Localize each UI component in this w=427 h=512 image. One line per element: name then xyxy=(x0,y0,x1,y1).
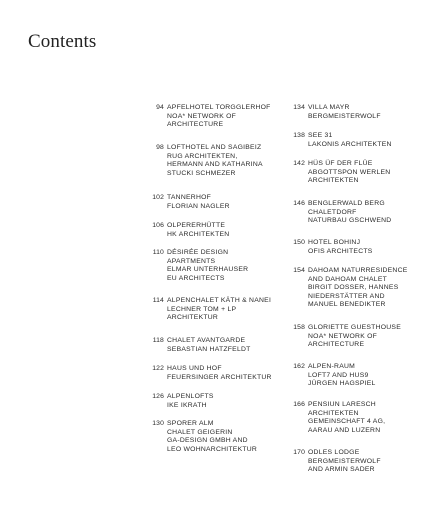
toc-page-number: 154 xyxy=(293,267,305,274)
toc-entry-line: BERGMEISTERWOLF xyxy=(308,112,381,120)
toc-entry xyxy=(142,222,229,239)
toc-entry-line: OFIS ARCHITECTS xyxy=(308,247,373,255)
toc-entry xyxy=(142,144,263,178)
toc-entry-line: HK ARCHITEKTEN xyxy=(167,230,230,238)
toc-entry-text xyxy=(167,365,272,382)
toc-entry-line: LEO WOHNARCHITEKTUR xyxy=(167,445,258,453)
toc-entry-line: ARCHITEKTEN xyxy=(308,409,359,417)
toc-entry-line: ELMAR UNTERHAUSER xyxy=(167,266,249,274)
toc-entry-line: APARTMENTS xyxy=(167,257,216,265)
toc-page-number: 110 xyxy=(152,249,164,256)
toc-entry-line: HÜS ÜF DER FLÜE xyxy=(308,160,373,167)
toc-entry xyxy=(142,393,214,410)
toc-entry-line: GEMEINSCHAFT 4 AG, xyxy=(308,418,386,426)
toc-entry-line: AARAU AND LUZERN xyxy=(308,426,381,434)
toc-entry-text xyxy=(308,363,376,389)
toc-entry-line: ARCHITEKTEN xyxy=(308,177,359,185)
toc-entry-line: LECHNER TOM + LP xyxy=(167,305,237,313)
toc-entry xyxy=(283,239,373,256)
toc-entry-text xyxy=(167,420,257,454)
toc-page-number: 122 xyxy=(152,365,164,372)
toc-page-number: 146 xyxy=(293,200,305,207)
toc-entry-line: BENGLERWALD BERG xyxy=(308,200,385,207)
toc-entry-text xyxy=(167,337,251,354)
toc-entry-line: FLORIAN NAGLER xyxy=(167,202,230,210)
toc-page-number: 166 xyxy=(293,401,305,408)
toc-entry-line: SPORER ALM xyxy=(167,420,214,427)
toc-entry-text xyxy=(167,393,214,410)
toc-entry-line: ARCHITEKTUR xyxy=(167,314,219,322)
toc-entry-text xyxy=(167,194,230,211)
toc-entry-text xyxy=(308,239,373,256)
toc-entry-line: ALPENCHALET KÄTH & NANEI xyxy=(167,297,272,304)
page-title: Contents xyxy=(28,31,97,52)
toc-entry-line: RUG ARCHITEKTEN, xyxy=(167,152,238,160)
toc-page-number: 150 xyxy=(293,239,305,246)
toc-entry-line: TANNERHOF xyxy=(167,194,212,201)
toc-page-number: 162 xyxy=(293,363,305,370)
toc-page-number: 134 xyxy=(293,104,305,111)
toc-entry-text xyxy=(167,104,271,130)
toc-entry-text xyxy=(308,104,381,121)
toc-entry-line: LOFTHOTEL AND SAGIBEIZ xyxy=(167,144,262,151)
toc-page-number: 130 xyxy=(152,420,164,427)
toc-entry-text xyxy=(167,249,248,283)
toc-entry-line: ALPEN-RAUM xyxy=(308,363,356,370)
toc-entry xyxy=(142,337,251,354)
toc-entry-text xyxy=(308,132,392,149)
toc-entry xyxy=(283,267,408,310)
toc-entry-line: ABGOTTSPON WERLEN xyxy=(308,168,391,176)
toc-entry xyxy=(283,401,385,435)
toc-entry-line: CHALET GEIGERIN xyxy=(167,428,233,436)
toc-entry-text xyxy=(308,324,401,350)
toc-entry-line: APFELHOTEL TORGGLERHOF xyxy=(167,104,271,111)
toc-page-number: 142 xyxy=(293,160,305,167)
toc-page-number: 138 xyxy=(293,132,305,139)
toc-entry-line: ODLES LODGE xyxy=(308,449,360,456)
toc-entry xyxy=(142,297,271,323)
toc-entry-line: BIRGIT DOSSER, HANNES xyxy=(308,284,399,292)
toc-entry-line: ARCHITECTURE xyxy=(308,341,365,349)
toc-entry-line: SEBASTIAN HATZFELDT xyxy=(167,345,251,353)
toc-page-number: 106 xyxy=(152,222,164,229)
toc-entry-text xyxy=(167,297,271,323)
toc-entry-text xyxy=(167,144,263,178)
toc-entry xyxy=(283,324,401,350)
toc-entry xyxy=(283,449,381,475)
toc-entry-line: SEE 31 xyxy=(308,132,333,139)
toc-entry-line: JÜRGEN HAGSPIEL xyxy=(308,380,376,388)
toc-entry-line: VILLA MAYR xyxy=(308,104,350,111)
toc-entry-line: STUCKI SCHMEZER xyxy=(167,169,236,177)
toc-entry xyxy=(142,104,271,130)
toc-entry-line: HERMANN AND KATHARINA xyxy=(167,161,263,169)
toc-entry-line: ARCHITECTURE xyxy=(167,121,224,129)
toc-page-number: 170 xyxy=(293,449,305,456)
toc-entry-text xyxy=(308,449,381,475)
toc-entry xyxy=(142,194,230,211)
toc-entry-line: CHALET AVANTGARDE xyxy=(167,337,246,344)
toc-entry-line: OLPERERHÜTTE xyxy=(167,222,226,229)
toc-entry-line: FEUERSINGER ARCHITEKTUR xyxy=(167,373,272,381)
toc-entry-line: EU ARCHITECTS xyxy=(167,274,225,282)
toc-entry-line: AND ARMIN SADER xyxy=(308,466,375,474)
toc-entry-line: GA-DESIGN GMBH AND xyxy=(167,437,248,445)
toc-entry-line: AND DAHOAM CHALET xyxy=(308,275,388,283)
toc-entry-line: NIEDERSTÄTTER AND xyxy=(308,292,385,300)
toc-page-number: 158 xyxy=(293,324,305,331)
toc-entry-line: NATURBAU GSCHWEND xyxy=(308,217,392,225)
toc-entry-line: MANUEL BENEDIKTER xyxy=(308,301,386,309)
toc-page-number: 118 xyxy=(152,337,164,344)
toc-entry xyxy=(283,200,391,226)
toc-entry-text xyxy=(308,267,408,310)
toc-entry-text xyxy=(308,160,390,186)
toc-entry xyxy=(283,132,392,149)
toc-entry-line: LAKONIS ARCHITEKTEN xyxy=(308,140,392,148)
toc-entry-line: NOA* NETWORK OF xyxy=(167,112,237,120)
toc-entry-line: HOTEL BOHINJ xyxy=(308,239,361,246)
toc-entry-line: ALPENLOFTS xyxy=(167,393,214,400)
toc-entry-line: GLORIETTE GUESTHOUSE xyxy=(308,324,401,331)
toc-entry xyxy=(283,104,381,121)
toc-entry-text xyxy=(167,222,229,239)
toc-page-number: 98 xyxy=(156,144,164,151)
toc-entry-line: IKE IKRATH xyxy=(167,401,207,409)
toc-page-number: 102 xyxy=(152,194,164,201)
toc-entry-line: DAHOAM NATURRESIDENCE xyxy=(308,267,408,274)
toc-entry-line: BERGMEISTERWOLF xyxy=(308,457,381,465)
toc-entry-line: HAUS UND HOF xyxy=(167,365,222,372)
toc-entry-text xyxy=(308,401,385,435)
toc-entry xyxy=(283,363,376,389)
toc-entry-line: NOA* NETWORK OF xyxy=(308,332,378,340)
toc-page-number: 114 xyxy=(152,297,164,304)
toc-entry-text xyxy=(308,200,391,226)
toc-entry xyxy=(142,420,257,454)
toc-entry-line: CHALETDORF xyxy=(308,208,357,216)
toc-page-number: 94 xyxy=(156,104,164,111)
toc-entry xyxy=(142,249,248,283)
toc-entry-line: PENSIUN LARESCH xyxy=(308,401,376,408)
toc-page-number: 126 xyxy=(152,393,164,400)
toc-entry xyxy=(283,160,390,186)
toc-entry-line: DÉSIRÉE DESIGN xyxy=(167,249,229,256)
toc-entry-line: LOFT7 AND HUS9 xyxy=(308,371,369,379)
toc-entry xyxy=(142,365,272,382)
